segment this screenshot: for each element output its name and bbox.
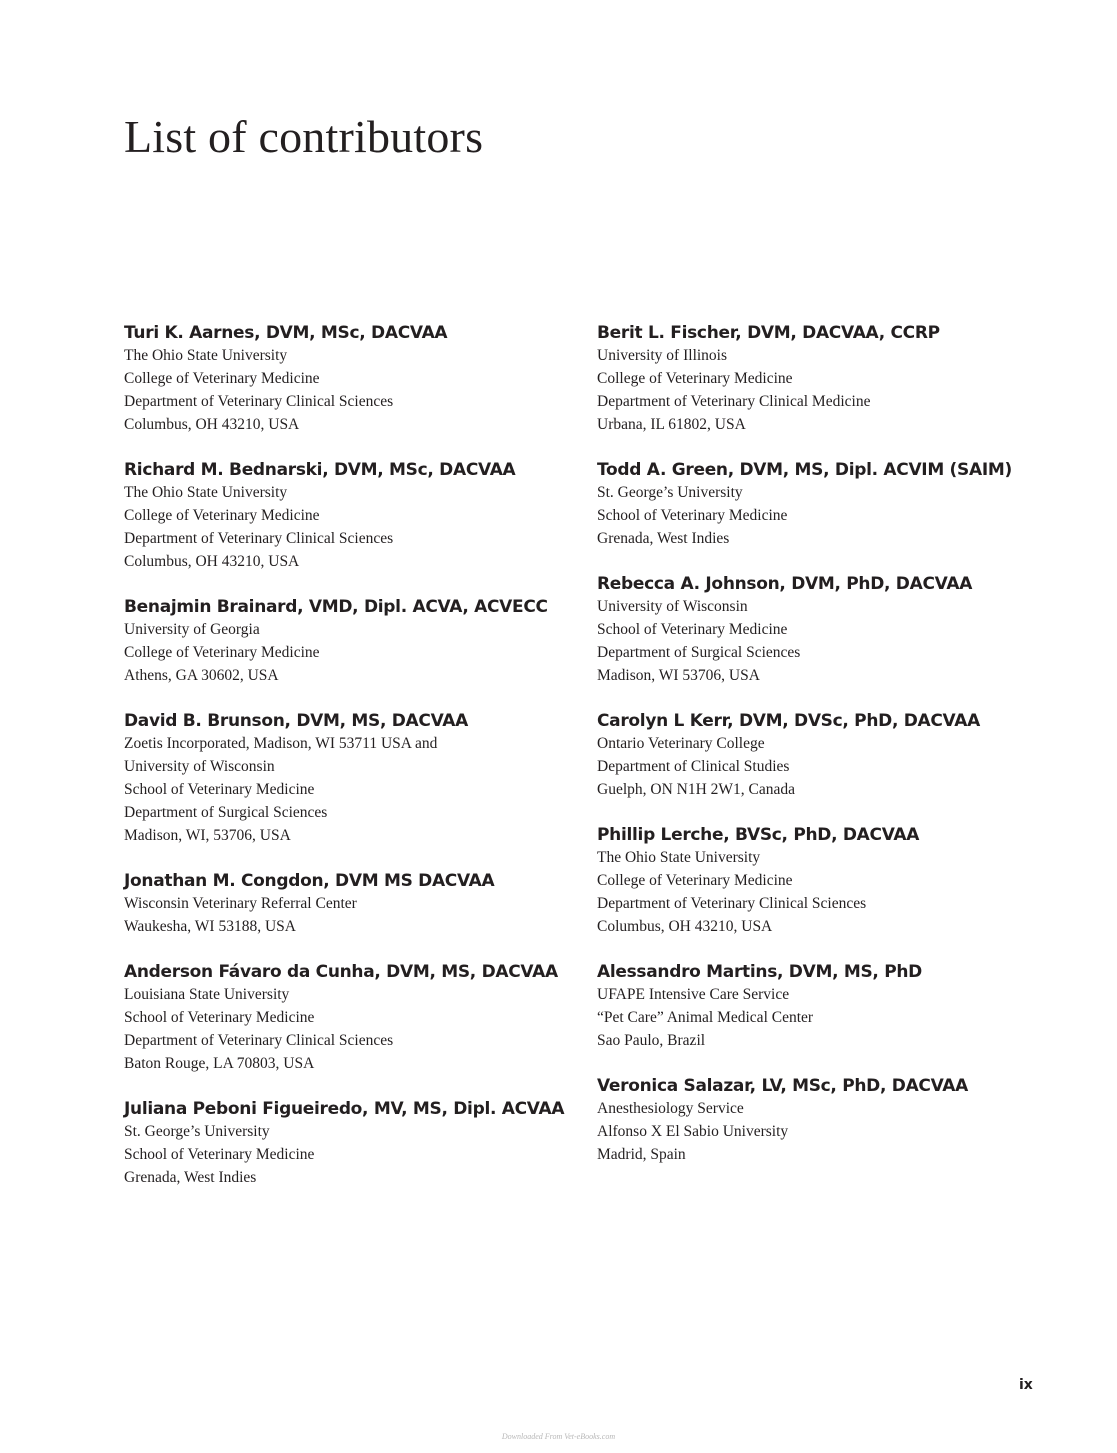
affiliation-line: Madison, WI, 53706, USA — [124, 827, 291, 844]
contributors-right-column — [597, 322, 1017, 1189]
affiliation-line: School of Veterinary Medicine — [124, 1009, 315, 1026]
affiliation-line: Department of Surgical Sciences — [597, 644, 801, 661]
affiliation-line: Madison, WI 53706, USA — [597, 667, 760, 684]
contributor-name: Anderson Fávaro da Cunha, DVM, MS, DACVAA — [124, 962, 558, 982]
affiliation-line: University of Wisconsin — [124, 758, 275, 775]
affiliation-line: Department of Veterinary Clinical Sciences — [597, 895, 867, 912]
affiliation-line: College of Veterinary Medicine — [597, 872, 793, 889]
affiliation-line: Anesthesiology Service — [597, 1100, 744, 1117]
affiliation-line: Department of Veterinary Clinical Sciences — [124, 1032, 394, 1049]
contributor-entry — [597, 573, 1017, 687]
contributor-entry — [597, 961, 1017, 1052]
contributor-entry — [124, 870, 574, 938]
affiliation-line: Department of Clinical Studies — [597, 758, 790, 775]
affiliation-line: Ontario Veterinary College — [597, 735, 765, 752]
contributor-name: Juliana Peboni Figueiredo, MV, MS, Dipl. ACVAA — [124, 1099, 565, 1119]
affiliation-line: Alfonso X El Sabio University — [597, 1123, 789, 1140]
affiliation-line: Department of Veterinary Clinical Sciences — [124, 530, 394, 547]
affiliation-line: Baton Rouge, LA 70803, USA — [124, 1055, 315, 1072]
contributor-name: Veronica Salazar, LV, MSc, PhD, DACVAA — [597, 1076, 969, 1096]
contributor-entry — [597, 1075, 1017, 1166]
contributor-entry — [597, 710, 1017, 801]
affiliation-line: UFAPE Intensive Care Service — [597, 986, 790, 1003]
affiliation-line: Department of Veterinary Clinical Medicine — [597, 393, 871, 410]
contributor-name: Phillip Lerche, BVSc, PhD, DACVAA — [597, 825, 920, 845]
affiliation-line: College of Veterinary Medicine — [597, 370, 793, 387]
contributor-entry — [597, 824, 1017, 938]
contributors-left-column — [124, 322, 574, 1212]
affiliation-line: Urbana, IL 61802, USA — [597, 416, 746, 433]
affiliation-line: College of Veterinary Medicine — [124, 370, 320, 387]
affiliation-line: “Pet Care” Animal Medical Center — [597, 1009, 814, 1026]
affiliation-line: St. George’s University — [124, 1123, 270, 1140]
contributor-entry — [597, 459, 1017, 550]
affiliation-line: School of Veterinary Medicine — [124, 1146, 315, 1163]
contributor-entry — [597, 322, 1017, 436]
affiliation-line: School of Veterinary Medicine — [597, 507, 788, 524]
page-title: List of contributors — [124, 111, 484, 162]
affiliation-line: Athens, GA 30602, USA — [124, 667, 279, 684]
affiliation-line: Grenada, West Indies — [124, 1169, 257, 1186]
contributor-entry — [124, 322, 574, 436]
affiliation-line: Columbus, OH 43210, USA — [597, 918, 773, 935]
affiliation-line: The Ohio State University — [597, 849, 761, 866]
affiliation-line: University of Georgia — [124, 621, 260, 638]
contributor-name: David B. Brunson, DVM, MS, DACVAA — [124, 711, 468, 731]
affiliation-line: Department of Surgical Sciences — [124, 804, 328, 821]
contributor-entry — [124, 596, 574, 687]
affiliation-line: Sao Paulo, Brazil — [597, 1032, 706, 1049]
contributor-name: Todd A. Green, DVM, MS, Dipl. ACVIM (SAIM) — [597, 460, 1012, 480]
affiliation-line: School of Veterinary Medicine — [124, 781, 315, 798]
contributor-name: Carolyn L Kerr, DVM, DVSc, PhD, DACVAA — [597, 711, 980, 731]
affiliation-line: Grenada, West Indies — [597, 530, 730, 547]
contributor-name: Richard M. Bednarski, DVM, MSc, DACVAA — [124, 460, 516, 480]
affiliation-line: The Ohio State University — [124, 347, 288, 364]
contributor-name: Alessandro Martins, DVM, MS, PhD — [597, 962, 922, 982]
affiliation-line: College of Veterinary Medicine — [124, 644, 320, 661]
affiliation-line: Zoetis Incorporated, Madison, WI 53711 USA and — [124, 735, 438, 752]
contributor-name: Berit L. Fischer, DVM, DACVAA, CCRP — [597, 323, 940, 343]
contributor-entry — [124, 1098, 574, 1189]
contributor-name: Turi K. Aarnes, DVM, MSc, DACVAA — [124, 323, 448, 343]
affiliation-line: Columbus, OH 43210, USA — [124, 416, 300, 433]
contributor-entry — [124, 710, 574, 847]
affiliation-line: University of Illinois — [597, 347, 728, 364]
contributor-name: Rebecca A. Johnson, DVM, PhD, DACVAA — [597, 574, 973, 594]
affiliation-line: Madrid, Spain — [597, 1146, 686, 1163]
watermark: Downloaded From Vet-eBooks.com — [501, 1432, 616, 1441]
affiliation-line: Wisconsin Veterinary Referral Center — [124, 895, 357, 912]
affiliation-line: Louisiana State University — [124, 986, 290, 1003]
affiliation-line: St. George’s University — [597, 484, 743, 501]
contributor-name: Benajmin Brainard, VMD, Dipl. ACVA, ACVECC — [124, 597, 548, 617]
contributor-entry — [124, 961, 574, 1075]
affiliation-line: College of Veterinary Medicine — [124, 507, 320, 524]
affiliation-line: Department of Veterinary Clinical Sciences — [124, 393, 394, 410]
affiliation-line: Waukesha, WI 53188, USA — [124, 918, 296, 935]
affiliation-line: University of Wisconsin — [597, 598, 748, 615]
affiliation-line: School of Veterinary Medicine — [597, 621, 788, 638]
affiliation-line: Guelph, ON N1H 2W1, Canada — [597, 781, 796, 798]
contributor-name: Jonathan M. Congdon, DVM MS DACVAA — [124, 871, 495, 891]
contributor-entry — [124, 459, 574, 573]
affiliation-line: Columbus, OH 43210, USA — [124, 553, 300, 570]
affiliation-line: The Ohio State University — [124, 484, 288, 501]
page-number: ix — [1019, 1377, 1033, 1393]
